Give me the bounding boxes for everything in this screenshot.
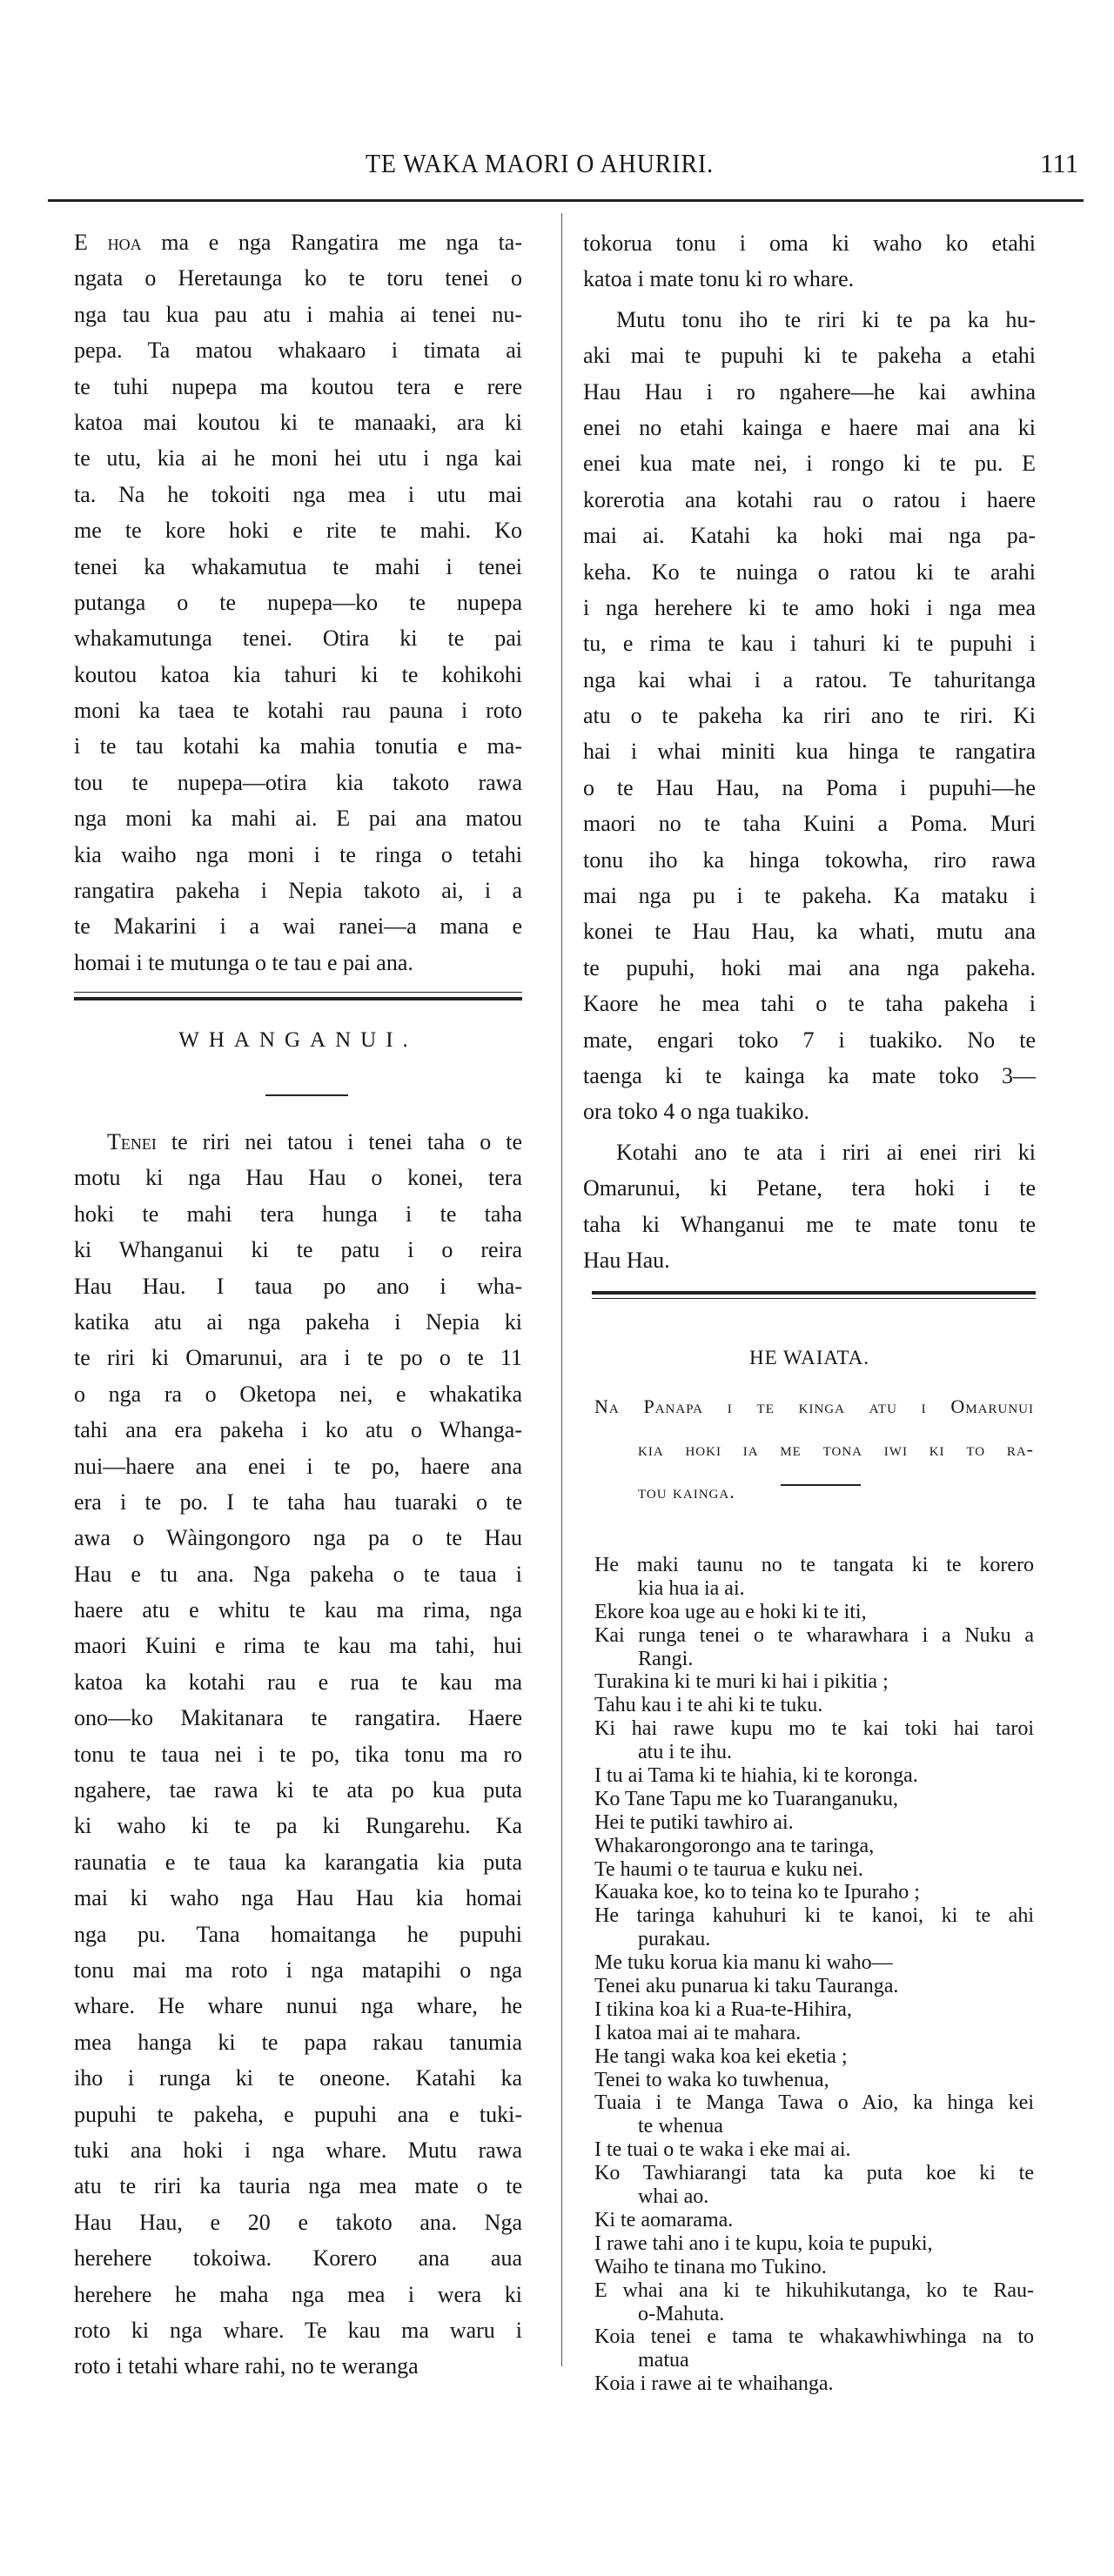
poem-verse (594, 2279, 1034, 2326)
paragraph (583, 225, 1036, 298)
text-line: mea hanga ki te papa rakau tanumia (74, 2029, 522, 2055)
text-line: kia waiho nga moni i te ringa o tetahi (74, 841, 522, 867)
poem-verse (594, 2091, 1034, 2138)
line-text: te riri nei tatou i tenei taha o te (156, 1129, 522, 1154)
text-line: pepa. Ta matou whakaaro i timata ai (74, 338, 522, 364)
poem-line: He taringa kahuhuri ki te kanoi, ki te ahi (594, 1904, 1034, 1928)
text-line: ngata o Heretaunga ko te toru tenei o (74, 265, 522, 291)
poem-line: Whakarongorongo ana te taringa, (594, 1834, 875, 1857)
text-line: rangatira pakeha i Nepia takoto ai, i a (74, 878, 522, 904)
text-line: ki Whanganui ki te patu i o reira (74, 1237, 522, 1263)
text-line: ora toko 4 o nga tuakiko. (583, 1099, 809, 1125)
subtitle-line: Na Panapa i te kinga atu i Omarunui (594, 1395, 1034, 1417)
text-line: o nga ra o Oketopa nei, e whakatika (74, 1381, 522, 1407)
poem-verse (594, 2325, 1034, 2372)
text-line: konei te Hau Hau, ka whati, mutu ana (583, 919, 1036, 945)
poem-line: whai ao. (638, 2185, 709, 2209)
poem-line: Tuaia i te Manga Tawa o Aio, ka hinga kei (594, 2091, 1034, 2115)
text-line: hai i whai miniti kua hinga te rangatira (583, 739, 1036, 765)
text-line: Kotahi ano te ata i riri ai enei riri ki (616, 1139, 1036, 1165)
poem-line: Hei te putiki tawhiro ai. (594, 1810, 794, 1834)
subtitle-short-rule (781, 1484, 861, 1486)
text-line: i te tau kotahi ka mahia tonutia e ma- (74, 733, 522, 759)
poem-line: Koia i rawe ai te whaihanga. (594, 2372, 834, 2396)
text-line: hoki te mahi tera hunga i te taha (74, 1201, 522, 1227)
text-line: roto ki nga whare. Te kau ma waru i (74, 2317, 522, 2343)
poem-line: atu i te ihu. (638, 1741, 732, 1764)
text-line: moni ka taea te kotahi rau pauna i roto (74, 698, 522, 724)
text-line: enei no etahi kainga e haere mai ana ki (583, 414, 1036, 440)
text-line: me te kore hoki e rite te mahi. Ko (74, 518, 522, 544)
poem-line: Koia tenei e tama te whakawhiwhinga na to (594, 2325, 1034, 2349)
text-line: katika atu ai nga pakeha i Nepia ki (74, 1308, 522, 1335)
text-line: tou te nupepa—otira kia takoto rawa (74, 769, 522, 795)
poem-verse (594, 1764, 1034, 1788)
poem-line: purakau. (638, 1928, 711, 1951)
text-line: aki mai te pupuhi ki te pakeha a etahi (583, 343, 1036, 369)
text-line: tonu mai ma roto i nga matapihi o nga (74, 1957, 522, 1983)
text-line: Omarunui, ki Petane, tera hoki i te (583, 1175, 1036, 1201)
section-double-rule-thick (74, 997, 522, 1000)
text-line: mai nga pu i te pakeha. Ka mataku i (583, 883, 1036, 909)
text-line: enei kua mate nei, i rongo ki te pu. E (583, 451, 1036, 477)
section-double-rule-thin (592, 1298, 1036, 1299)
text-line: homai i te mutunga o te tau e pai ana. (74, 949, 413, 975)
poem-verse (594, 2209, 1034, 2232)
text-line: katoa mai koutou ki te manaaki, ara ki (74, 409, 522, 435)
poem-line: I tikina koa ki a Rua-te-Hihira, (594, 1997, 852, 2021)
text-line: whare. He whare nunui nga whare, he (74, 1993, 522, 2019)
text-line: haere atu e whitu te kau ma rima, nga (74, 1597, 522, 1623)
text-line: Hau Hau. (583, 1247, 670, 1273)
text-line (74, 1124, 522, 1160)
line-text: ma e nga Rangatira me nga ta- (141, 230, 522, 255)
text-line: tu, e rima te kau i tahuri ki te pupuhi i (583, 631, 1036, 657)
text-line: Hau Hau, e 20 e takoto ana. Nga (74, 2209, 522, 2235)
poem-line: I katoa mai ai te mahara. (594, 2021, 802, 2044)
text-line: maori Kuini e rima te kau ma tahi, hui (74, 1633, 522, 1659)
poem-line: te whenua (638, 2115, 723, 2138)
text-line: herehere tokoiwa. Korero ana aua (74, 2245, 522, 2272)
text-line: keha. Ko te nuinga o ratou ki te arahi (583, 559, 1036, 585)
poem-line: Tenei to waka ko tuwhenua, (594, 2068, 829, 2091)
poem-line: matua (638, 2349, 689, 2372)
poem-line: Kauaka koe, ko to teina ko te Ipuraho ; (594, 1881, 920, 1904)
text-line: tahi ana era pakeha i ko atu o Whanga- (74, 1417, 522, 1443)
text-line: Mutu tonu iho te riri ki te pa ka hu- (616, 306, 1036, 332)
poem-body (594, 1554, 1034, 2396)
poem-verse (594, 1624, 1034, 1671)
text-line: motu ki nga Hau Hau o konei, tera (74, 1165, 522, 1191)
poem-line: E whai ana ki te hikuhikutanga, ko te Rau- (594, 2278, 1034, 2302)
section-double-rule-thin (74, 992, 522, 993)
poem-verse (594, 1904, 1034, 1951)
text-line: o te Hau Hau, na Poma i pupuhi—he (583, 774, 1036, 800)
poem-verse (594, 1601, 1034, 1624)
text-line: te riri ki Omarunui, ara i te po o te 11 (74, 1345, 522, 1371)
text-line: atu o te pakeha ka riri ano te riri. Ki (583, 703, 1036, 729)
text-line: Hau Hau. I taua po ano i wha- (74, 1273, 522, 1299)
text-line: atu te riri ka tauria nga mea mate o te (74, 2173, 522, 2199)
whanganui-article (74, 1124, 522, 2385)
text-line: mai ai. Katahi ka hoki mai nga pa- (583, 523, 1036, 549)
text-line: te pupuhi, hoki mai ana nga pakeha. (583, 954, 1036, 980)
text-line: ki waho ki te pa ki Rungarehu. Ka (74, 1813, 522, 1839)
poem-line: kia hua ia ai. (638, 1576, 745, 1600)
poem-verse (594, 1670, 1034, 1694)
poem-line: Kai runga tenei o te wharawhara i a Nuku a (594, 1623, 1034, 1647)
text-line: ono—ko Makitanara te rangatira. Haere (74, 1705, 522, 1731)
text-line: nga moni ka mahi ai. E pai ana matou (74, 806, 522, 832)
text-line: awa o Wàingongoro nga pa o te Hau (74, 1525, 522, 1551)
poem-subtitle (594, 1385, 1034, 1513)
poem-line: He tangi waka koa kei eketia ; (594, 2044, 848, 2068)
poem-line: o-Mahuta. (638, 2302, 725, 2325)
text-line: te tuhi nupepa ma koutou tera e rere (74, 373, 522, 399)
text-line: nga tau kua pau atu i mahia ai tenei nu- (74, 301, 522, 327)
article-continuation (583, 225, 1036, 1278)
text-line: tonu te taua nei i te po, tika tonu ma ro (74, 1741, 522, 1767)
poem-verse (594, 1717, 1034, 1764)
poem-line: Ko Tane Tapu me ko Tuaranganuku, (594, 1787, 899, 1810)
poem-verse (594, 1951, 1034, 1975)
text-line: nga kai whai i a ratou. Te tahuritanga (583, 666, 1036, 693)
poem-title: HE WAIATA. (748, 1347, 870, 1368)
text-line: maori no te taha Kuini a Poma. Muri (583, 811, 1036, 837)
poem-line: Waiho te tinana mo Tukino. (594, 2255, 827, 2278)
text-line: tokorua tonu i oma ki waho ko etahi (583, 231, 1036, 256)
text-line: taha ki Whanganui me te mate tonu te (583, 1211, 1036, 1237)
poem-verse (594, 2256, 1034, 2279)
poem-verse (594, 1811, 1034, 1835)
text-line: roto i tetahi whare rahi, no te weranga (74, 2353, 419, 2379)
text-line: whakamutunga tenei. Otira ki te pai (74, 626, 522, 652)
paragraph (74, 1124, 522, 2385)
poem-verse (594, 1881, 1034, 1904)
heading-short-rule (265, 1094, 348, 1096)
text-line: era i te po. I te taha hau tuaraki o te (74, 1489, 522, 1515)
poem-verse (594, 1858, 1034, 1882)
poem-verse (594, 2045, 1034, 2069)
poem-line: Ekore koa uge au e hoki ki te iti, (594, 1600, 867, 1623)
text-line: mate, engari toko 7 i tuakiko. No te (583, 1027, 1036, 1053)
text-line: tuki ana hoki i nga whare. Mutu rawa (74, 2137, 522, 2163)
section-heading-whanganui: WHANGANUI. (178, 1028, 418, 1052)
poem-line: Me tuku korua kia manu ki waho— (594, 1951, 893, 1975)
poem-line: Tahu kau i te ahi ki te tuku. (594, 1694, 823, 1717)
poem-verse (594, 1998, 1034, 2022)
text-line: putanga o te nupepa—ko te nupepa (74, 589, 522, 615)
poem-verse (594, 2372, 1034, 2396)
poem-line: Rangi. (638, 1647, 694, 1670)
poem-verse (594, 2162, 1034, 2209)
poem-line: He maki taunu no te tangata ki te korero (594, 1554, 1034, 1576)
text-line: nui—haere ana enei i te po, haere ana (74, 1453, 522, 1479)
text-line: ngahere, tae rawa ki te ata po kua puta (74, 1777, 522, 1803)
poem-line: Turakina ki te muri ki hai i pikitia ; (594, 1670, 889, 1694)
text-line: te Makarini i a wai ranei—a mana e (74, 913, 522, 940)
text-line: nga pu. Tana homaitanga he pupuhi (74, 1921, 522, 1947)
lead-word: Tenei (107, 1129, 157, 1154)
page-number: 111 (1040, 148, 1079, 178)
poem-line: Ko Tawhiarangi tata ka puta koe ki te (594, 2162, 1034, 2185)
poem-verse (594, 2138, 1034, 2162)
poem-line: Te haumi o te taurua e kuku nei. (594, 1857, 863, 1881)
poem-verse (594, 1694, 1034, 1717)
poem-verse (594, 2069, 1034, 2092)
poem-verse (594, 1835, 1034, 1858)
poem-verse (594, 1554, 1034, 1601)
poem-line: I rawe tahi ano i te kupu, koia te pupuki, (594, 2231, 933, 2255)
text-line: te utu, kia ai he moni hei utu i nga kai (74, 445, 522, 472)
text-line: katoa ka kotahi rau e rua te kau ma (74, 1669, 522, 1695)
text-line: iho i runga ki te oneone. Katahi ka (74, 2065, 522, 2091)
poem-verse (594, 1975, 1034, 1998)
text-line: Kaore he mea tahi o te taha pakeha i (583, 991, 1036, 1017)
poem-line: Tenei aku punarua ki taku Tauranga. (594, 1975, 899, 1998)
page-header-title: TE WAKA MAORI O AHURIRI. (365, 148, 715, 178)
poem-verse (594, 2022, 1034, 2045)
text-line: Hau Hau i ro ngahere—he kai awhina (583, 378, 1036, 405)
poem-verse (594, 2232, 1034, 2256)
lead-word: E hoa (74, 230, 142, 255)
poem-line: Ki hai rawe kupu mo te kai toki hai taroi (594, 1717, 1034, 1741)
header-rule (48, 199, 1084, 202)
subtitle-line: kia hoki ia me tona iwi ki to ra- (638, 1438, 1034, 1460)
text-line (74, 224, 522, 260)
text-line: tenei ka whakamutua te mahi i tenei (74, 553, 522, 579)
text-line: mai ki waho nga Hau Hau kia homai (74, 1885, 522, 1911)
text-line: raunatia e te taua ka karangatia kia puta (74, 1849, 522, 1875)
text-line: ta. Na he tokoiti nga mea i utu mai (74, 481, 522, 507)
text-line: koutou katoa kia tahuri ki te kohikohi (74, 661, 522, 687)
poem-line: I te tuai o te waka i eke mai ai. (594, 2138, 851, 2162)
section-double-rule-thick (592, 1291, 1036, 1295)
notice-paragraph (74, 224, 522, 980)
subtitle-line: tou kainga. (638, 1481, 735, 1502)
paragraph (583, 302, 1036, 1130)
text-line: katoa i mate tonu ki ro whare. (583, 266, 855, 292)
column-divider (561, 213, 562, 2366)
text-line: Hau e tu ana. Nga pakeha o te taua i (74, 1561, 522, 1587)
text-line: taenga ki te kainga ka mate toko 3— (583, 1062, 1036, 1088)
text-line: korerotia ana kotahi rau o ratou i haere (583, 486, 1036, 512)
paragraph (74, 224, 522, 980)
text-line: pupuhi te pakeha, e pupuhi ana e tuki- (74, 2101, 522, 2127)
text-line: tonu iho ka hinga tokowha, riro rawa (583, 846, 1036, 873)
text-line: i nga herehere ki te amo hoki i nga mea (583, 594, 1036, 620)
poem-line: I tu ai Tama ki te hiahia, ki te koronga. (594, 1764, 918, 1788)
poem-line: Ki te aomarama. (594, 2208, 734, 2231)
poem-verse (594, 1788, 1034, 1811)
text-line: herehere he maha nga mea i wera ki (74, 2281, 522, 2307)
paragraph (583, 1134, 1036, 1279)
